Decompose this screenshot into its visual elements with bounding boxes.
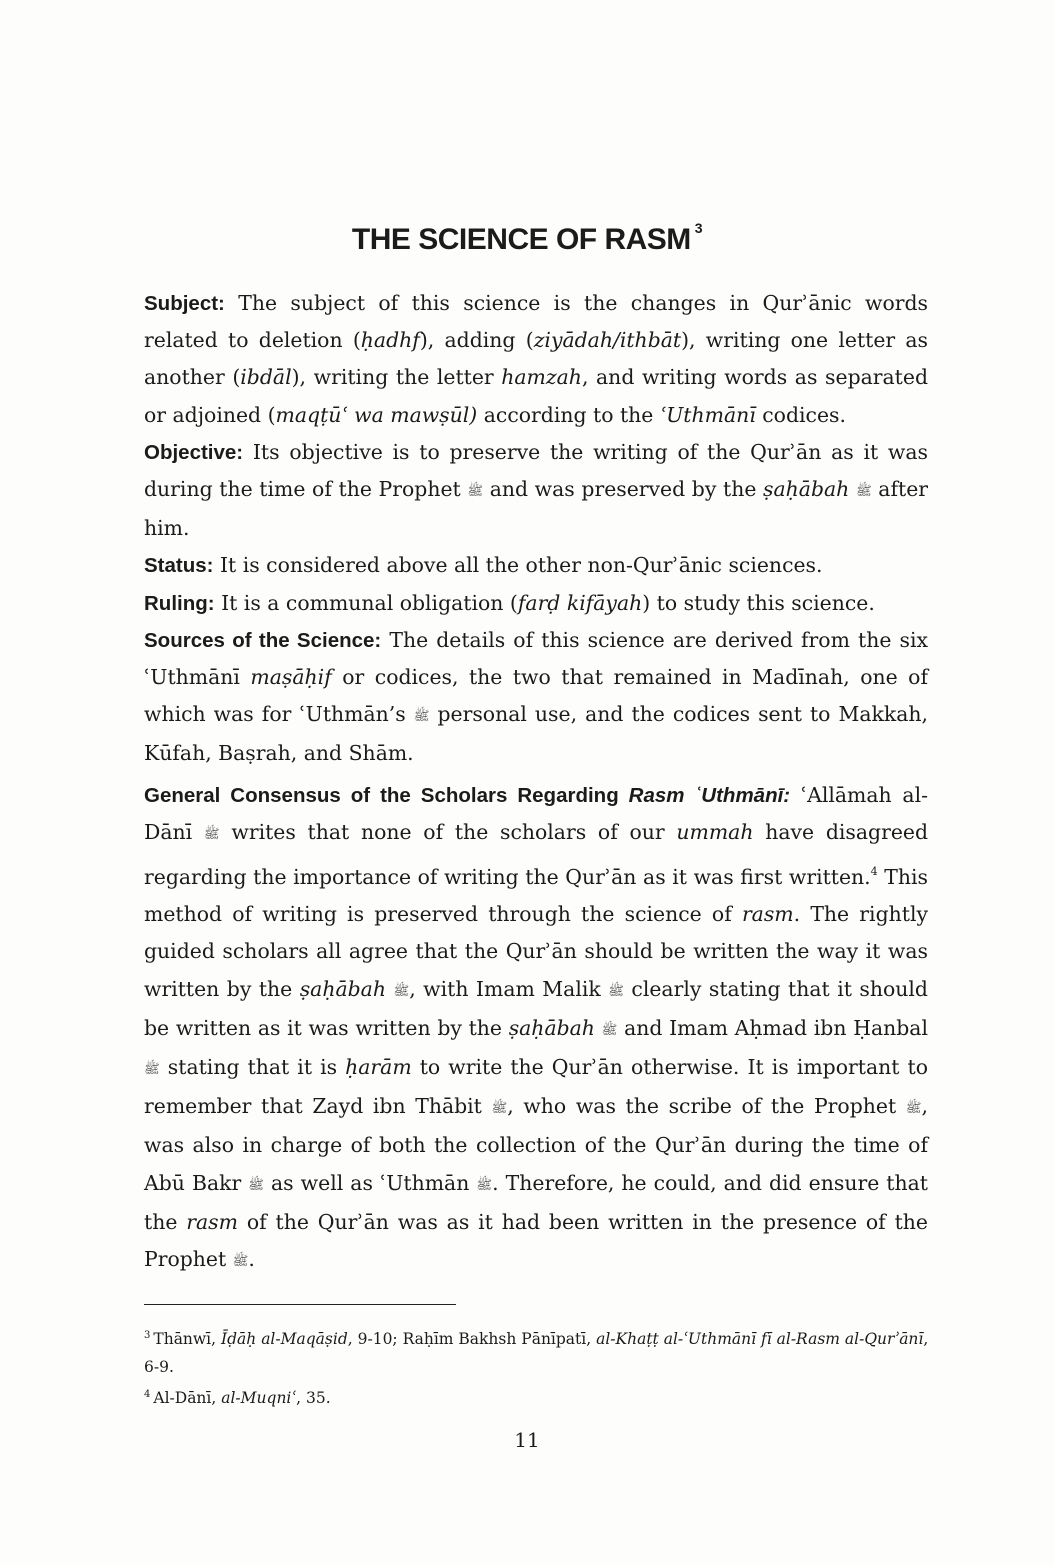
label-subject: Subject: bbox=[144, 292, 225, 315]
honorific-icon: ﷺ bbox=[393, 983, 410, 999]
honorific-icon: ﷺ bbox=[905, 1101, 922, 1117]
footnote-divider bbox=[144, 1304, 456, 1305]
paragraph-sources: Sources of the Science: The details of this science are derived from the six ʿUthmānī maṣāḥif or codices, the two that remained in Madīnah, one of which was for ʿUthmān’s ﷺ personal use, and the codices sent to Makkah, Kūfah, Baṣrah, and Shām. bbox=[144, 627, 928, 766]
honorific-icon: ﷺ bbox=[601, 1022, 618, 1038]
honorific-icon: ﷺ bbox=[413, 709, 430, 725]
footnote-ref-4: 4 bbox=[870, 865, 878, 879]
chapter-title: THE SCIENCE OF RASM $^3$ bbox=[351, 220, 703, 257]
body-text bbox=[144, 285, 928, 1280]
honorific-icon: ﷺ bbox=[476, 1177, 493, 1193]
footnotes bbox=[144, 1322, 940, 1413]
label-objective: Objective: bbox=[144, 440, 244, 464]
title-footnote-ref: 3 bbox=[694, 220, 703, 237]
footnote-3: $^3$ Thānwī, Īḍāḥ al-Maqāṣid, 9-10; Raḥīm Bakhsh Pānīpatī, al-Khaṭṭ al-ʿUthmānī fī al-Rasm al-Qurʾānī, 6-9. bbox=[144, 1330, 929, 1376]
paragraph-status: Status: It is considered above all the other non-Qurʾānic sciences. bbox=[144, 553, 823, 578]
label-status: Status: bbox=[144, 554, 214, 578]
label-consensus: General Consensus of the Scholars Regarding bbox=[144, 783, 629, 807]
honorific-icon: ﷺ bbox=[491, 1101, 508, 1117]
label-ruling: Ruling: bbox=[144, 591, 215, 615]
label-sources: Sources of the Science: bbox=[144, 628, 382, 652]
honorific-icon: ﷺ bbox=[203, 826, 220, 842]
footnote-4: $^4$ Al-Dānī, al-Muqniʿ, 35. bbox=[144, 1389, 331, 1407]
page-number: 11 bbox=[514, 1428, 540, 1452]
paragraph-subject: Subject: The subject of this science is the changes in Qurʾānic words related to deletion (ḥadhf), adding (ziyādah/ithbāt), writing one letter as another (ibdāl), writing the letter hamzah, and writing words as separated or adjoined (maqṭūʿ wa mawṣūl) according to the ʿUthmānī codices. bbox=[144, 291, 929, 427]
honorific-icon: ﷺ bbox=[855, 484, 872, 500]
honorific-icon: ﷺ bbox=[608, 983, 624, 999]
paragraph-objective: Objective: Its objective is to preserve the writing of the Qurʾān as it was during the time of the Prophet ﷺ and was preserved by the ṣaḥābah ﷺ after him. bbox=[144, 439, 929, 541]
honorific-icon: ﷺ bbox=[248, 1177, 264, 1193]
paragraph-consensus: General Consensus of the Scholars Regarding Rasm ʿUthmānī: ʿAllāmah al-Dānī ﷺ writes that none of the scholars of our ummah have disagreed regarding the importance of writing the Qurʾān as it was first written.$^4$ This method of writing is preserved through the science of rasm. The rightly guided scholars all agree that the Qurʾān should be written the way it was written by the ṣaḥābah ﷺ, with Imam Malik ﷺ clearly stating that it should be written as it was written by the ṣaḥābah ﷺ and Imam Aḥmad ibn Ḥanbal ﷺ stating that it is ḥarām to write the Qurʾān otherwise. It is important to remember that Zayd ibn Thābit ﷺ, who was the scribe of the Prophet ﷺ, was also in charge of both the collection of the Qurʾān during the time of Abū Bakr ﷺ as well as ʿUthmān ﷺ. Therefore, he could, and did ensure that the rasm of the Qurʾān was as it had been written in the presence of the Prophet ﷺ. bbox=[144, 782, 929, 1272]
paragraph-ruling: Ruling: It is a communal obligation (farḍ kifāyah) to study this science. bbox=[144, 590, 875, 615]
honorific-icon: ﷺ bbox=[467, 484, 484, 500]
label-consensus-italic: Rasm ʿUthmānī: bbox=[628, 783, 791, 807]
honorific-icon: ﷺ bbox=[232, 1254, 249, 1270]
honorific-icon: ﷺ bbox=[144, 1062, 160, 1078]
